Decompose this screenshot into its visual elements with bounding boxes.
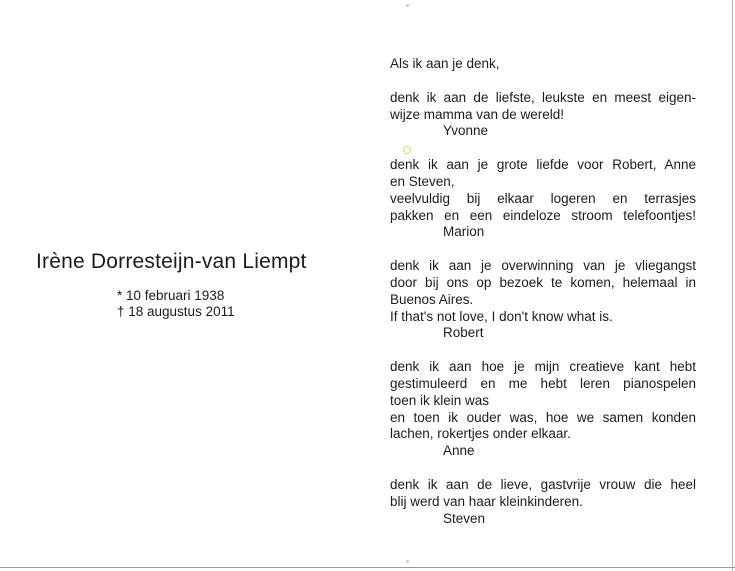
stanza-line: denk ik aan de liefste, leukste en meest eigen-	[390, 89, 696, 105]
stanza-line: denk ik aan je overwinning van je vliegangst	[390, 258, 696, 274]
signature-yvonne: Yvonne	[443, 123, 489, 139]
deceased-name: Irène Dorresteijn-van Liempt	[36, 250, 307, 273]
fold-mark-bottom	[406, 560, 409, 563]
signature-marion: Marion	[443, 224, 485, 240]
stanza-line: denk ik aan de lieve, gastvrije vrouw die heel	[390, 476, 696, 492]
stanza-line: gestimuleerd en me hebt leren pianospelen	[390, 375, 696, 391]
birth-date: * 10 februari 1938	[117, 288, 225, 303]
stanza-line: lachen, rokertjes onder elkaar.	[390, 426, 571, 442]
card-edge-bottom	[0, 567, 735, 568]
stanza-line: door bij ons op bezoek te komen, helemaal in	[390, 274, 696, 290]
death-date: † 18 augustus 2011	[117, 304, 235, 319]
stanza-line: If that's not love, I don't know what is.	[390, 308, 613, 324]
card-edge-right	[732, 0, 733, 571]
signature-robert: Robert	[443, 325, 484, 341]
stanza-robert	[390, 258, 696, 342]
stanza-line: wijze mamma van de wereld!	[390, 106, 565, 122]
stanza-line: en toen ik ouder was, hoe we samen konden	[390, 409, 696, 425]
stanza-line: pakken en een eindeloze stroom telefoontjes!	[390, 207, 696, 223]
stanza-line: toen ik klein was	[390, 392, 490, 408]
stanza-marion	[390, 157, 696, 241]
stanza-anne	[390, 359, 696, 460]
stanza-yvonne	[390, 90, 696, 140]
stanza-line: denk ik aan je grote liefde voor Robert, Anne	[390, 157, 696, 173]
stanza-line: en Steven,	[390, 173, 455, 189]
stanza-line: blij werd van haar kleinkinderen.	[390, 493, 583, 509]
signature-anne: Anne	[443, 443, 475, 459]
poem	[390, 56, 696, 544]
stanza-line: veelvuldig bij elkaar logeren en terrasjes	[390, 190, 696, 206]
signature-steven: Steven	[443, 510, 486, 526]
stanza-steven	[390, 477, 696, 527]
stanza-line: Buenos Aires.	[390, 291, 474, 307]
fold-mark-top	[406, 4, 409, 7]
stanza-line: denk ik aan hoe je mijn creatieve kant hebt	[390, 359, 696, 375]
poem-opening: Als ik aan je denk,	[390, 56, 500, 71]
